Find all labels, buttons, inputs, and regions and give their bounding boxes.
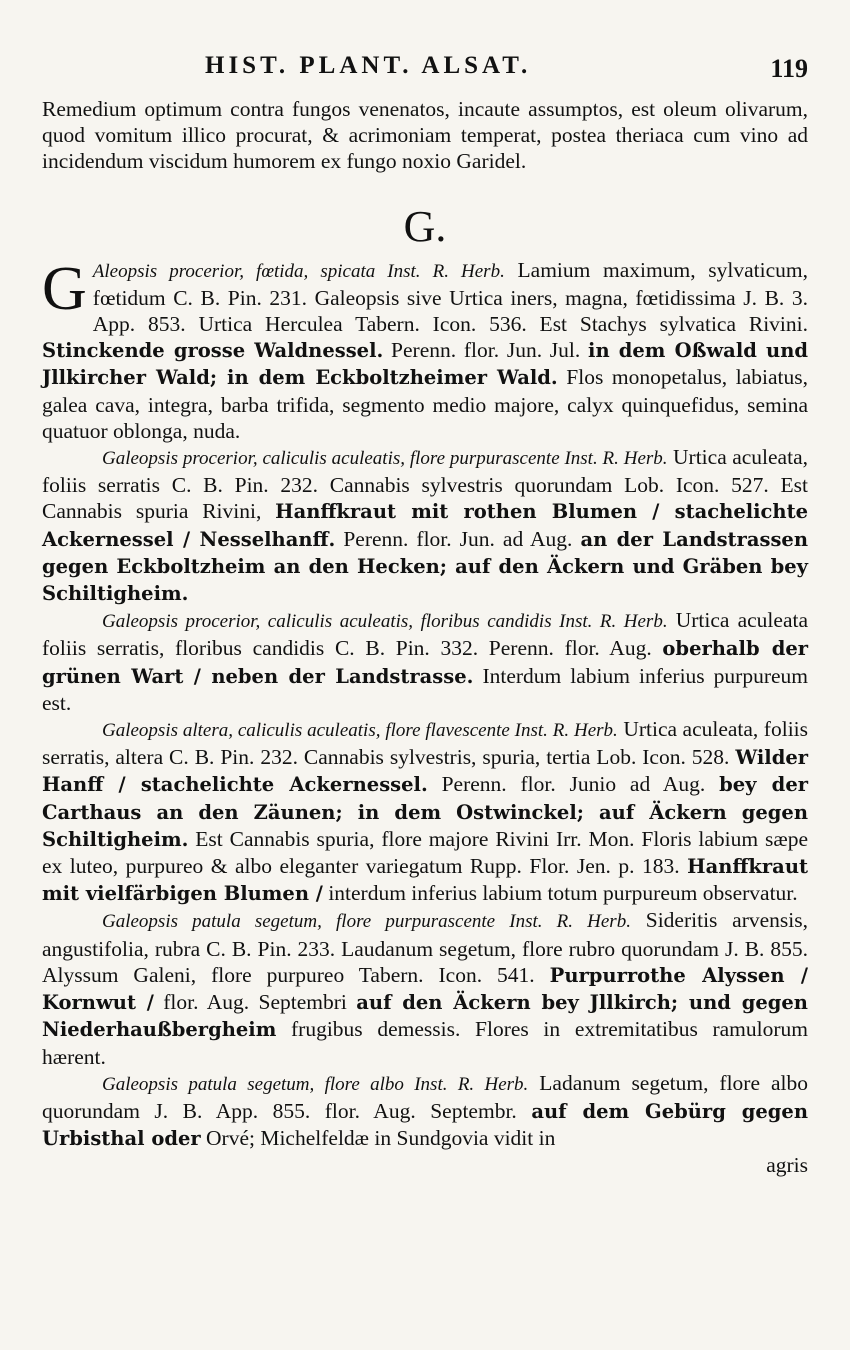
entry-text: Interdum labium inferius purpureum est. <box>42 663 808 715</box>
entry-text: flor. Aug. Septembri <box>163 990 347 1015</box>
entry-galeopsis-foetida <box>42 254 809 444</box>
entry-title: Galeopsis patula segetum, flore purpurascente Inst. R. Herb. <box>102 911 631 933</box>
german-name: Purpurrothe Alyssen / Kornwut / <box>42 963 809 1015</box>
entry-title: Galeopsis patula segetum, flore albo Inst. R. Herb. <box>102 1073 529 1095</box>
entry-text: Urtica aculeata, foliis serratis C. B. Pin. 232. Cannabis sylvestris quorundam Lob. Icon. 527. Est Cannabis spuria Rivini, <box>42 445 808 524</box>
entry-text: Ladanum segetum, flore albo quorundam J. B. App. 855. flor. Aug. Septembr. <box>42 1070 808 1123</box>
german-locality: auf den Äckern bey Jllkirch; und gegen Niederhaußbergheim <box>42 991 808 1042</box>
entry-text: Perenn. flor. Jun. ad Aug. <box>343 526 573 551</box>
entry-title: Aleopsis procerior, fœtida, spicata Inst. R. Herb. <box>92 260 505 282</box>
german-locality: bey der Carthaus an den Zäunen; in dem Ostwinckel; auf Äckern gegen Schiltigheim. <box>42 773 808 851</box>
page-body <box>42 96 808 1179</box>
entry-text: Est Cannabis spuria, flore majore Rivini Irr. Mon. Floris labium sæpe ex luteo, purpureo & albo eleganter variegatum Rupp. Flor. Jen. p. 183. <box>42 826 809 879</box>
page-header <box>0 52 850 86</box>
entry-galeopsis-candidis <box>42 607 808 716</box>
german-name: Hanffkraut mit vielfärbigen Blumen / <box>42 855 809 906</box>
entry-galeopsis-altera <box>42 716 808 907</box>
entry-text: Flos monopetalus, labiatus, galea cava, integra, barba trifida, segmento medio majore, calyx quinquefidus, semina quatuor oblonga, nuda. <box>42 365 809 443</box>
entry-text: Urtica aculeata, foliis serratis, altera C. B. Pin. 232. Cannabis sylvestris, spuria, tertia Lob. Icon. 528. <box>42 717 809 770</box>
entry-galeopsis-patula-purpurascente <box>42 907 808 1069</box>
entry-galeopsis-patula-albo <box>42 1070 808 1153</box>
entry-title: Galeopsis altera, caliculis aculeatis, flore flavescente Inst. R. Herb. <box>102 720 618 742</box>
german-locality: oberhalb der grünen Wart / neben der Landstrasse. <box>42 637 809 688</box>
intro-paragraph: Remedium optimum contra fungos venenatos, incaute assumptos, est oleum olivarum, quod vomitum illico procurat, & acrimoniam temperat, postea theriaca cum vino ad incidendum viscidum humorem ex fungo noxio Garidel. <box>42 97 808 174</box>
german-name: Wilder Hanff / stachelichte Ackernessel. <box>42 746 809 797</box>
running-title: HIST. PLANT. ALSAT. <box>205 52 532 79</box>
entry-text: frugibus demessis. Flores in extremitatibus ramulorum hærent. <box>42 1017 809 1069</box>
catchword: agris <box>766 1153 808 1178</box>
entry-text: Sideritis arvensis, angustifolia, rubra C. B. Pin. 233. Laudanum segetum, flore rubro quorundam J. B. 855. Alyssum Galeni, flore purpureo Tabern. Icon. 541. <box>42 908 809 987</box>
entry-text: Lamium maximum, sylvaticum, fœtidum C. B. Pin. 231. Galeopsis sive Urtica iners, magna, fœtidissima J. B. 3. App. 853. Urtica Herculea Tabern. Icon. 536. Est Stachys sylvatica Rivini. <box>92 257 809 337</box>
page-number: 119 <box>770 54 808 83</box>
german-name: Stinckende grosse Waldnessel. <box>42 339 384 363</box>
entry-text: Perenn. flor. Jun. Jul. <box>391 338 581 363</box>
drop-cap: G <box>42 254 87 323</box>
entry-text: Orvé; Michelfeldæ in Sundgovia vidit in <box>206 1126 556 1151</box>
german-name: Hanffkraut mit rothen Blumen / stachelichte Ackernessel / Nesselhanff. <box>42 500 809 551</box>
entry-text: Urtica aculeata foliis serratis, floribus candidis C. B. Pin. 332. Perenn. flor. Aug. <box>42 608 809 661</box>
entry-text: interdum inferius labium totum purpureum observatur. <box>328 881 798 906</box>
entry-title: Galeopsis procerior, caliculis aculeatis, flore purpurascente Inst. R. Herb. <box>102 448 668 470</box>
section-letter: G. <box>403 201 447 251</box>
german-locality: auf dem Gebürg gegen Urbisthal oder <box>42 1099 809 1151</box>
german-locality: in dem Oßwald und Jllkircher Wald; in dem Eckboltzheimer Wald. <box>42 339 809 390</box>
entry-title: Galeopsis procerior, caliculis aculeatis, floribus candidis Inst. R. Herb. <box>102 611 668 633</box>
entry-text: Perenn. flor. Junio ad Aug. <box>441 772 706 797</box>
german-locality: an der Landstrassen gegen Eckboltzheim an den Hecken; auf den Äckern und Gräben bey Schiltigheim. <box>42 527 809 606</box>
entry-galeopsis-purpurascente <box>42 444 808 607</box>
